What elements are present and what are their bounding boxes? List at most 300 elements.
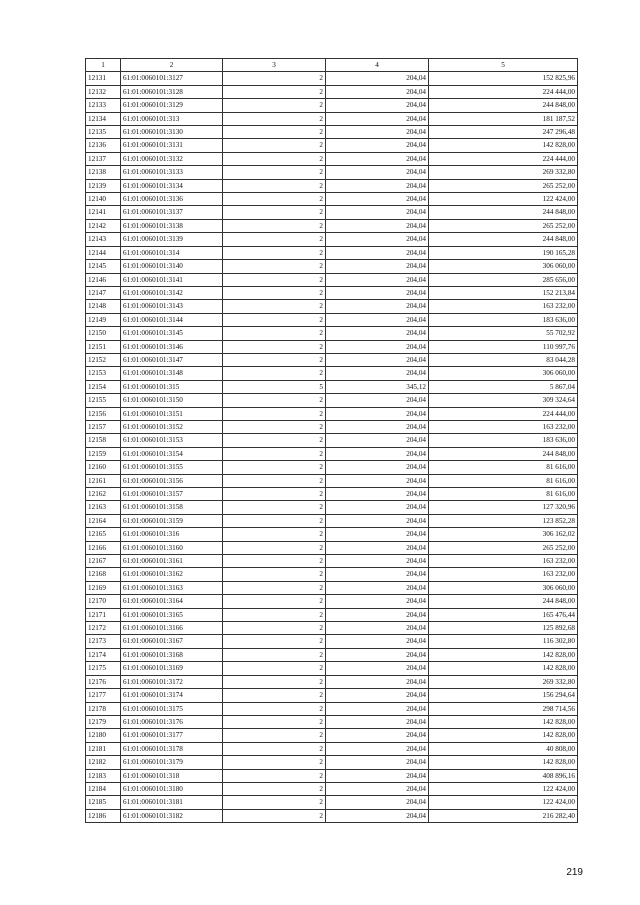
cadastral-number-cell: 61:01:0060101:3154 [121,447,223,460]
count-cell: 2 [223,126,326,139]
count-cell: 2 [223,528,326,541]
cadastral-number-cell: 61:01:0060101:3168 [121,648,223,661]
value-cell: 306 060,00 [429,260,578,273]
count-cell: 2 [223,568,326,581]
area-cell: 204,04 [326,756,429,769]
table-row [86,675,578,688]
row-number-cell: 12172 [86,622,121,635]
count-cell: 5 [223,380,326,393]
value-cell: 224 444,00 [429,407,578,420]
table-row [86,85,578,98]
value-cell: 123 852,28 [429,514,578,527]
count-cell: 2 [223,635,326,648]
value-cell: 81 616,00 [429,488,578,501]
table-row [86,327,578,340]
value-cell: 306 162,02 [429,528,578,541]
area-cell: 204,04 [326,568,429,581]
cadastral-number-cell: 61:01:0060101:318 [121,769,223,782]
table-row [86,394,578,407]
table-row [86,434,578,447]
cadastral-number-cell: 61:01:0060101:3166 [121,622,223,635]
cadastral-number-cell: 61:01:0060101:3139 [121,233,223,246]
cadastral-number-cell: 61:01:0060101:3167 [121,635,223,648]
table-row [86,729,578,742]
row-number-cell: 12175 [86,662,121,675]
value-cell: 224 444,00 [429,152,578,165]
row-number-cell: 12185 [86,796,121,809]
area-cell: 204,04 [326,260,429,273]
count-cell: 2 [223,286,326,299]
cadastral-number-cell: 61:01:0060101:3163 [121,581,223,594]
column-header-4: 4 [326,59,429,72]
value-cell: 125 892,68 [429,622,578,635]
table-row [86,367,578,380]
table-row [86,233,578,246]
count-cell: 2 [223,689,326,702]
row-number-cell: 12138 [86,166,121,179]
count-cell: 2 [223,273,326,286]
count-cell: 2 [223,260,326,273]
row-number-cell: 12151 [86,340,121,353]
table-row [86,166,578,179]
value-cell: 269 332,80 [429,166,578,179]
cadastral-number-cell: 61:01:0060101:3165 [121,608,223,621]
area-cell: 204,04 [326,662,429,675]
table-header [86,59,578,72]
row-number-cell: 12166 [86,541,121,554]
row-number-cell: 12158 [86,434,121,447]
table-row [86,608,578,621]
table-row [86,340,578,353]
count-cell: 2 [223,193,326,206]
value-cell: 142 828,00 [429,715,578,728]
area-cell: 204,04 [326,635,429,648]
table-body [86,72,578,823]
table-row [86,662,578,675]
table-row [86,715,578,728]
area-cell: 204,04 [326,715,429,728]
value-cell: 83 044,28 [429,353,578,366]
area-cell: 204,04 [326,622,429,635]
count-cell: 2 [223,85,326,98]
value-cell: 247 296,48 [429,126,578,139]
area-cell: 204,04 [326,179,429,192]
value-cell: 265 252,00 [429,541,578,554]
row-number-cell: 12146 [86,273,121,286]
count-cell: 2 [223,72,326,85]
table-row [86,286,578,299]
table-row [86,126,578,139]
area-cell: 204,04 [326,420,429,433]
count-cell: 2 [223,742,326,755]
table-row [86,273,578,286]
count-cell: 2 [223,313,326,326]
area-cell: 204,04 [326,702,429,715]
table-row [86,420,578,433]
cadastral-number-cell: 61:01:0060101:3180 [121,782,223,795]
row-number-cell: 12134 [86,112,121,125]
value-cell: 244 848,00 [429,233,578,246]
table-row [86,474,578,487]
table-row [86,568,578,581]
table-row [86,782,578,795]
table-row [86,219,578,232]
count-cell: 2 [223,796,326,809]
value-cell: 163 232,00 [429,300,578,313]
value-cell: 306 060,00 [429,581,578,594]
value-cell: 163 232,00 [429,420,578,433]
cadastral-number-cell: 61:01:0060101:3174 [121,689,223,702]
cadastral-number-cell: 61:01:0060101:3133 [121,166,223,179]
cadastral-number-cell: 61:01:0060101:3146 [121,340,223,353]
value-cell: 408 896,16 [429,769,578,782]
table-row [86,99,578,112]
area-cell: 204,04 [326,85,429,98]
count-cell: 2 [223,595,326,608]
count-cell: 2 [223,394,326,407]
cadastral-number-cell: 61:01:0060101:3179 [121,756,223,769]
value-cell: 181 187,52 [429,112,578,125]
table-row [86,702,578,715]
count-cell: 2 [223,662,326,675]
area-cell: 204,04 [326,742,429,755]
cadastral-number-cell: 61:01:0060101:3142 [121,286,223,299]
row-number-cell: 12155 [86,394,121,407]
count-cell: 2 [223,233,326,246]
cadastral-number-cell: 61:01:0060101:3148 [121,367,223,380]
table-row [86,260,578,273]
cadastral-number-cell: 61:01:0060101:3128 [121,85,223,98]
value-cell: 190 165,28 [429,246,578,259]
count-cell: 2 [223,809,326,822]
area-cell: 204,04 [326,300,429,313]
table-row [86,380,578,393]
area-cell: 204,04 [326,447,429,460]
column-header-1: 1 [86,59,121,72]
cadastral-number-cell: 61:01:0060101:316 [121,528,223,541]
value-cell: 152 825,96 [429,72,578,85]
row-number-cell: 12164 [86,514,121,527]
value-cell: 163 232,00 [429,568,578,581]
area-cell: 204,04 [326,595,429,608]
table-row [86,112,578,125]
cadastral-number-cell: 61:01:0060101:314 [121,246,223,259]
cadastral-number-cell: 61:01:0060101:3172 [121,675,223,688]
count-cell: 2 [223,327,326,340]
cadastral-number-cell: 61:01:0060101:3137 [121,206,223,219]
cadastral-number-cell: 61:01:0060101:3161 [121,555,223,568]
table-row [86,541,578,554]
cadastral-number-cell: 61:01:0060101:3169 [121,662,223,675]
table-row [86,595,578,608]
row-number-cell: 12143 [86,233,121,246]
count-cell: 2 [223,407,326,420]
table-row [86,313,578,326]
row-number-cell: 12133 [86,99,121,112]
count-cell: 2 [223,608,326,621]
count-cell: 2 [223,514,326,527]
row-number-cell: 12140 [86,193,121,206]
area-cell: 204,04 [326,675,429,688]
cadastral-number-cell: 61:01:0060101:3156 [121,474,223,487]
value-cell: 244 848,00 [429,206,578,219]
cadastral-number-cell: 61:01:0060101:3181 [121,796,223,809]
count-cell: 2 [223,367,326,380]
count-cell: 2 [223,420,326,433]
value-cell: 163 232,00 [429,555,578,568]
row-number-cell: 12137 [86,152,121,165]
area-cell: 204,04 [326,581,429,594]
area-cell: 204,04 [326,474,429,487]
column-header-3: 3 [223,59,326,72]
value-cell: 269 332,80 [429,675,578,688]
area-cell: 204,04 [326,206,429,219]
row-number-cell: 12170 [86,595,121,608]
area-cell: 204,04 [326,99,429,112]
value-cell: 122 424,00 [429,782,578,795]
table-row [86,769,578,782]
area-cell: 204,04 [326,555,429,568]
row-number-cell: 12181 [86,742,121,755]
value-cell: 183 636,00 [429,434,578,447]
cadastral-number-cell: 61:01:0060101:3136 [121,193,223,206]
area-cell: 204,04 [326,313,429,326]
area-cell: 204,04 [326,488,429,501]
row-number-cell: 12160 [86,461,121,474]
table-row [86,447,578,460]
cadastral-number-cell: 61:01:0060101:3147 [121,353,223,366]
area-cell: 204,04 [326,152,429,165]
cadastral-number-cell: 61:01:0060101:3150 [121,394,223,407]
area-cell: 204,04 [326,461,429,474]
table-row [86,353,578,366]
row-number-cell: 12139 [86,179,121,192]
row-number-cell: 12156 [86,407,121,420]
row-number-cell: 12182 [86,756,121,769]
cadastral-number-cell: 61:01:0060101:3129 [121,99,223,112]
row-number-cell: 12132 [86,85,121,98]
value-cell: 183 636,00 [429,313,578,326]
value-cell: 5 867,04 [429,380,578,393]
row-number-cell: 12141 [86,206,121,219]
row-number-cell: 12167 [86,555,121,568]
row-number-cell: 12153 [86,367,121,380]
count-cell: 2 [223,246,326,259]
table-row [86,193,578,206]
count-cell: 2 [223,474,326,487]
cadastral-number-cell: 61:01:0060101:3152 [121,420,223,433]
table-row [86,648,578,661]
value-cell: 285 656,00 [429,273,578,286]
row-number-cell: 12145 [86,260,121,273]
count-cell: 2 [223,501,326,514]
count-cell: 2 [223,769,326,782]
value-cell: 110 997,76 [429,340,578,353]
area-cell: 204,04 [326,394,429,407]
row-number-cell: 12171 [86,608,121,621]
table-row [86,179,578,192]
row-number-cell: 12173 [86,635,121,648]
table-row [86,555,578,568]
value-cell: 122 424,00 [429,193,578,206]
area-cell: 204,04 [326,166,429,179]
value-cell: 244 848,00 [429,99,578,112]
table-row [86,300,578,313]
area-cell: 204,04 [326,72,429,85]
row-number-cell: 12154 [86,380,121,393]
area-cell: 204,04 [326,809,429,822]
count-cell: 2 [223,702,326,715]
cadastral-number-cell: 61:01:0060101:3145 [121,327,223,340]
cadastral-number-cell: 61:01:0060101:3176 [121,715,223,728]
column-header-5: 5 [429,59,578,72]
count-cell: 2 [223,648,326,661]
cadastral-number-cell: 61:01:0060101:3160 [121,541,223,554]
cadastral-number-cell: 61:01:0060101:3131 [121,139,223,152]
table-row [86,514,578,527]
cadastral-number-cell: 61:01:0060101:3175 [121,702,223,715]
row-number-cell: 12131 [86,72,121,85]
count-cell: 2 [223,729,326,742]
area-cell: 204,04 [326,501,429,514]
table-row [86,796,578,809]
table-row [86,139,578,152]
area-cell: 345,12 [326,380,429,393]
count-cell: 2 [223,139,326,152]
row-number-cell: 12186 [86,809,121,822]
cadastral-number-cell: 61:01:0060101:3155 [121,461,223,474]
value-cell: 306 060,00 [429,367,578,380]
table-row [86,407,578,420]
column-header-2: 2 [121,59,223,72]
value-cell: 224 444,00 [429,85,578,98]
cadastral-number-cell: 61:01:0060101:3177 [121,729,223,742]
row-number-cell: 12176 [86,675,121,688]
row-number-cell: 12169 [86,581,121,594]
row-number-cell: 12179 [86,715,121,728]
row-number-cell: 12144 [86,246,121,259]
value-cell: 216 282,40 [429,809,578,822]
cadastral-number-cell: 61:01:0060101:3178 [121,742,223,755]
area-cell: 204,04 [326,541,429,554]
value-cell: 55 702,92 [429,327,578,340]
row-number-cell: 12135 [86,126,121,139]
cadastral-number-cell: 61:01:0060101:3162 [121,568,223,581]
area-cell: 204,04 [326,769,429,782]
value-cell: 40 808,00 [429,742,578,755]
table-row [86,501,578,514]
area-cell: 204,04 [326,286,429,299]
table-row [86,581,578,594]
area-cell: 204,04 [326,434,429,447]
value-cell: 298 714,56 [429,702,578,715]
value-cell: 142 828,00 [429,662,578,675]
cadastral-number-cell: 61:01:0060101:3141 [121,273,223,286]
area-cell: 204,04 [326,219,429,232]
value-cell: 122 424,00 [429,796,578,809]
count-cell: 2 [223,622,326,635]
value-cell: 142 828,00 [429,729,578,742]
row-number-cell: 12152 [86,353,121,366]
cadastral-number-cell: 61:01:0060101:3140 [121,260,223,273]
cadastral-number-cell: 61:01:0060101:3134 [121,179,223,192]
count-cell: 2 [223,353,326,366]
area-cell: 204,04 [326,353,429,366]
count-cell: 2 [223,555,326,568]
value-cell: 152 213,84 [429,286,578,299]
value-cell: 309 324,64 [429,394,578,407]
cadastral-number-cell: 61:01:0060101:3143 [121,300,223,313]
area-cell: 204,04 [326,782,429,795]
area-cell: 204,04 [326,139,429,152]
cadastral-number-cell: 61:01:0060101:3164 [121,595,223,608]
value-cell: 265 252,00 [429,219,578,232]
row-number-cell: 12168 [86,568,121,581]
row-number-cell: 12161 [86,474,121,487]
table-row [86,622,578,635]
count-cell: 2 [223,541,326,554]
cadastral-number-cell: 61:01:0060101:3132 [121,152,223,165]
row-number-cell: 12183 [86,769,121,782]
value-cell: 81 616,00 [429,474,578,487]
table-row [86,742,578,755]
row-number-cell: 12174 [86,648,121,661]
cadastral-number-cell: 61:01:0060101:3158 [121,501,223,514]
value-cell: 116 302,80 [429,635,578,648]
row-number-cell: 12157 [86,420,121,433]
table-row [86,461,578,474]
value-cell: 156 294,64 [429,689,578,702]
table-row [86,689,578,702]
value-cell: 127 320,96 [429,501,578,514]
area-cell: 204,04 [326,193,429,206]
table-row [86,72,578,85]
area-cell: 204,04 [326,608,429,621]
area-cell: 204,04 [326,729,429,742]
row-number-cell: 12177 [86,689,121,702]
value-cell: 142 828,00 [429,648,578,661]
value-cell: 265 252,00 [429,179,578,192]
value-cell: 165 476,44 [429,608,578,621]
area-cell: 204,04 [326,112,429,125]
cadastral-number-cell: 61:01:0060101:3130 [121,126,223,139]
area-cell: 204,04 [326,246,429,259]
count-cell: 2 [223,112,326,125]
count-cell: 2 [223,340,326,353]
area-cell: 204,04 [326,407,429,420]
area-cell: 204,04 [326,273,429,286]
value-cell: 142 828,00 [429,139,578,152]
cadastral-number-cell: 61:01:0060101:3144 [121,313,223,326]
area-cell: 204,04 [326,648,429,661]
row-number-cell: 12178 [86,702,121,715]
table-row [86,488,578,501]
count-cell: 2 [223,447,326,460]
value-cell: 244 848,00 [429,595,578,608]
count-cell: 2 [223,434,326,447]
table-row [86,528,578,541]
count-cell: 2 [223,488,326,501]
area-cell: 204,04 [326,327,429,340]
value-cell: 81 616,00 [429,461,578,474]
area-cell: 204,04 [326,514,429,527]
count-cell: 2 [223,152,326,165]
row-number-cell: 12180 [86,729,121,742]
header-row [86,59,578,72]
row-number-cell: 12136 [86,139,121,152]
row-number-cell: 12163 [86,501,121,514]
table-row [86,635,578,648]
